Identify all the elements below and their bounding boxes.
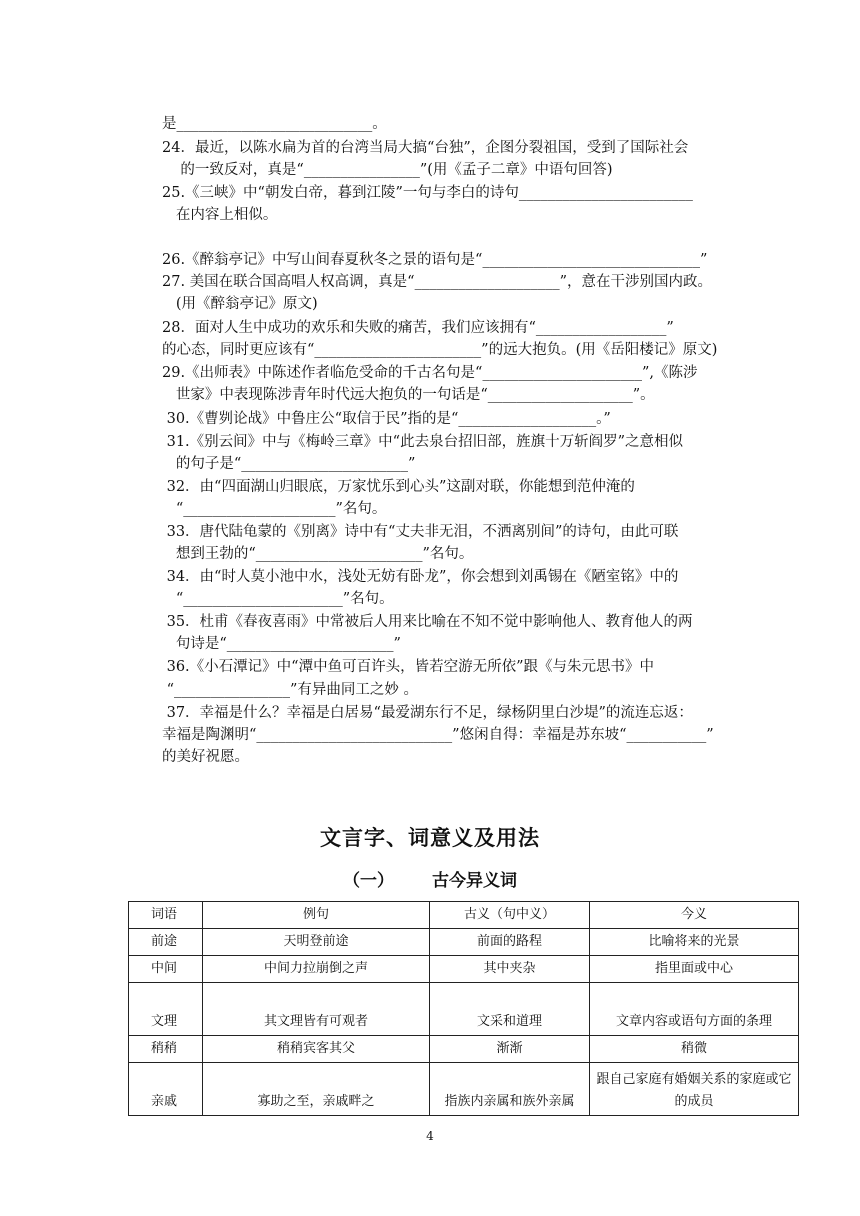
line-20: “______________________”名句。 xyxy=(162,591,394,607)
line-24: “________________”有异曲同工之妙 。 xyxy=(162,682,419,698)
header-cell: 今义 xyxy=(590,902,799,929)
page-number: 4 xyxy=(426,1129,434,1143)
subsection-heading xyxy=(0,866,860,891)
ancient-meaning-cell: 文采和道理 xyxy=(430,983,590,1036)
ancient-meaning-cell: 渐渐 xyxy=(430,1036,590,1063)
line-13: 31.《别云间》中与《梅岭三章》中“此去泉台招旧部，旌旗十万斩阎罗”之意相似 xyxy=(162,434,683,450)
example-cell: 中间力拉崩倒之声 xyxy=(203,956,430,983)
modern-meaning-cell: 指里面或中心 xyxy=(590,956,799,983)
line-14: 的句子是“_______________________” xyxy=(162,456,416,472)
line-22: 句诗是“_______________________” xyxy=(162,636,401,652)
line-1: 24．最近，以陈水扁为首的台湾当局大搞“台独”，企图分裂祖国，受到了国际社会 xyxy=(162,140,689,156)
line-19: 34．由“时人莫小池中水，浅处无妨有卧龙”，你会想到刘禹锡在《陋室铭》中的 xyxy=(162,569,679,585)
modern-meaning-cell: 文章内容或语句方面的条理 xyxy=(590,983,799,1036)
section-title: 文言字、词意义及用法 xyxy=(320,825,540,850)
table-row xyxy=(129,983,799,1036)
table-header-row xyxy=(129,902,799,929)
modern-meaning-cell: 比喻将来的光景 xyxy=(590,929,799,956)
table-row xyxy=(129,1036,799,1063)
example-cell: 天明登前途 xyxy=(203,929,430,956)
ancient-meaning-cell: 前面的路程 xyxy=(430,929,590,956)
subsection-title: 古今异义词 xyxy=(432,871,517,891)
line-18: 想到王勃的“_______________________”名句。 xyxy=(162,546,474,562)
modern-meaning-cell: 稍微 xyxy=(590,1036,799,1063)
header-cell: 例句 xyxy=(203,902,430,929)
line-3: 25.《三峡》中“朝发白帝，暮到江陵”一句与李白的诗句________________________ xyxy=(162,185,693,201)
word-cell: 文理 xyxy=(129,983,203,1036)
header-cell: 词语 xyxy=(129,902,203,929)
line-0: 是___________________________。 xyxy=(162,116,387,132)
line-10: 29.《出师表》中陈述作者临危受命的千古名句是“______________________”,《陈涉 xyxy=(162,365,698,381)
example-cell: 其文理皆有可观者 xyxy=(203,983,430,1036)
line-8: 28．面对人生中成功的欢乐和失败的痛苦，我们应该拥有“__________________” xyxy=(162,320,674,336)
line-2: 的一致反对，真是“________________”(用《孟子二章》中语句回答) xyxy=(162,162,613,178)
subsection-number: （一） xyxy=(343,871,394,891)
line-4: 在内容上相似。 xyxy=(162,207,278,223)
example-cell: 寡助之至，亲戚畔之 xyxy=(203,1063,430,1116)
table-row xyxy=(129,1063,799,1116)
line-12: 30.《曹刿论战》中鲁庄公“取信于民”指的是“___________________。” xyxy=(162,411,611,427)
ancient-meaning-cell: 指族内亲属和族外亲属 xyxy=(430,1063,590,1116)
ancient-modern-word-table xyxy=(128,901,799,1116)
line-26: 幸福是陶渊明“___________________________”悠闲自得：幸福是苏东坡“___________” xyxy=(162,727,714,743)
line-6: 27. 美国在联合国高唱人权高调，真是“____________________”，意在干涉别国内政。 xyxy=(162,274,712,290)
line-17: 33．唐代陆龟蒙的《别离》诗中有“丈夫非无泪，不洒离别间”的诗句，由此可联 xyxy=(162,524,679,540)
word-cell: 亲戚 xyxy=(129,1063,203,1116)
example-cell: 稍稍宾客其父 xyxy=(203,1036,430,1063)
line-7: (用《醉翁亭记》原文) xyxy=(162,296,318,312)
line-21: 35．杜甫《春夜喜雨》中常被后人用来比喻在不知不觉中影响他人、教育他人的两 xyxy=(162,614,693,630)
line-25: 37．幸福是什么？幸福是白居易“最爱湖东行不足，绿杨阴里白沙堤”的流连忘返： xyxy=(162,705,693,721)
word-cell: 中间 xyxy=(129,956,203,983)
line-27: 的美好祝愿。 xyxy=(162,749,249,765)
header-cell: 古义（句中义） xyxy=(430,902,590,929)
line-9: 的心态，同时更应该有“_______________________”的远大抱负。(用《岳阳楼记》原文) xyxy=(162,342,718,358)
table-row xyxy=(129,956,799,983)
line-15: 32．由“四面湖山归眼底，万家忧乐到心头”这副对联，你能想到范仲淹的 xyxy=(162,479,635,495)
line-5: 26.《醉翁亭记》中写山间春夏秋冬之景的语句是“______________________________” xyxy=(162,252,708,268)
line-23: 36.《小石潭记》中“潭中鱼可百许头，皆若空游无所依”跟《与朱元思书》中 xyxy=(162,659,654,675)
modern-meaning-cell: 跟自己家庭有婚姻关系的家庭或它的成员 xyxy=(590,1063,799,1116)
line-16: “_____________________”名句。 xyxy=(162,501,387,517)
word-cell: 稍稍 xyxy=(129,1036,203,1063)
line-11: 世家》中表现陈涉青年时代远大抱负的一句话是“____________________”。 xyxy=(162,387,655,403)
word-cell: 前途 xyxy=(129,929,203,956)
table-row xyxy=(129,929,799,956)
ancient-meaning-cell: 其中夹杂 xyxy=(430,956,590,983)
